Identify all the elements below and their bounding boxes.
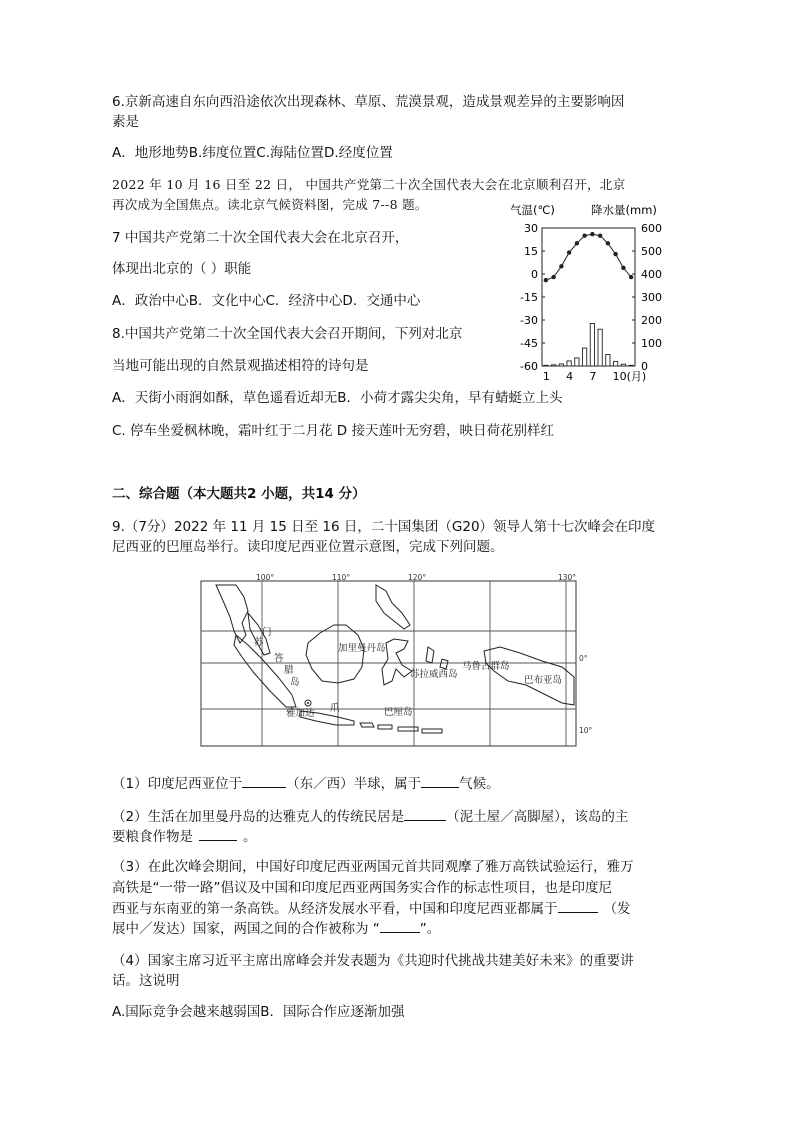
sumatra-label-2: 门 <box>262 627 272 638</box>
sulawesi-label: 苏拉威西岛 <box>410 669 458 680</box>
q9-sub2-text-d: 。 <box>243 829 257 845</box>
precip-bar-month-5 <box>575 358 579 366</box>
q9-sub3-text-6: ”。 <box>419 921 441 937</box>
temp-tick--15: -15 <box>520 291 538 304</box>
q8-stem-2: 当地可能出现的自然景观描述相符的诗句是 <box>112 358 369 374</box>
q9-sub3-blank-development[interactable] <box>558 898 598 913</box>
q9-sub3-line-2: 高铁是“一带一路”倡议及中国和印度尼西亚两国务实合作的标志性项目，也是印度尼 <box>112 880 612 896</box>
precip-axis-label: 降水量(mm) <box>591 203 657 217</box>
precip-tick-400: 400 <box>641 268 662 281</box>
q8-stem-1: 8.中国共产党第二十次全国代表大会召开期间，下列对北京 <box>112 326 463 342</box>
precip-tick-labels <box>632 222 662 373</box>
q9-sub1-text-a: （1）印度尼西亚位于 <box>112 776 243 792</box>
q9-sub1-text-c: 气候。 <box>459 776 500 792</box>
q9-sub2-line-1 <box>112 806 628 827</box>
temp-tick--30: -30 <box>520 314 538 327</box>
sumatra-label-3: 答 <box>274 653 284 664</box>
q9-sub3-line-3 <box>112 898 631 919</box>
temp-point-month-7 <box>590 232 594 236</box>
temp-tick-15: 15 <box>524 245 538 258</box>
q9-sub4-options: A.国际竞争会越来越弱国B．国际合作应逐渐加强 <box>112 1004 405 1020</box>
map-frame <box>201 581 576 746</box>
temp-point-month-12 <box>629 275 633 279</box>
temp-point-month-2 <box>551 275 555 279</box>
q7-options: A．政治中心B．文化中心C．经济中心D．交通中心 <box>112 293 421 309</box>
q6-options: A．地形地势B.纬度位置C.海陆位置D.经度位置 <box>112 145 393 161</box>
precip-bar-month-6 <box>582 348 586 366</box>
temp-tick-30: 30 <box>524 222 538 235</box>
q9-sub4-line-2: 话。这说明 <box>112 973 180 989</box>
q8-options-1: A．天街小雨润如酥，草色遥看近却无B．小荷才露尖尖角，早有蜻蜓立上头 <box>112 390 563 406</box>
precip-bar-month-8 <box>598 329 602 366</box>
temp-point-month-3 <box>559 264 563 268</box>
temp-tick-0: 0 <box>531 268 538 281</box>
sumatra-label-4: 腊 <box>284 665 294 676</box>
sumatra-label-5: 岛 <box>290 677 300 688</box>
q9-sub3-text-4: （发 <box>603 901 631 917</box>
q6-stem-2: 素是 <box>112 114 139 130</box>
jakarta-dot <box>307 702 309 704</box>
kalimantan-label: 加里曼丹岛 <box>338 643 386 654</box>
precip-tick-100: 100 <box>641 337 662 350</box>
temp-tick-labels <box>520 222 545 373</box>
q7-stem-1: 7 中国共产党第二十次全国代表大会在北京召开， <box>112 230 409 246</box>
q9-sub1 <box>112 773 500 794</box>
q9-sub3-text-3: 西亚与东南亚的第一条高铁。从经济发展水平看，中国和印度尼西亚都属于 <box>112 901 558 917</box>
q9-sub2-blank-dwelling[interactable] <box>404 806 446 821</box>
jakarta-label: 雅加达 <box>286 708 315 719</box>
q9-sub3-line-4 <box>112 918 440 939</box>
temp-axis-label: 气温(℃) <box>510 203 555 217</box>
precip-bar-month-4 <box>567 361 571 366</box>
precip-tick-0: 0 <box>641 360 648 373</box>
precip-bar-month-3 <box>559 364 563 366</box>
q9-sub2-text-b: （泥土屋／高脚屋），该岛的主 <box>446 809 629 825</box>
section2-heading: 二、综合题（本大题共2 小题，共14 分） <box>112 486 366 502</box>
java-label: 爪 <box>330 703 340 714</box>
precip-tick-600: 600 <box>641 222 662 235</box>
q9-sub2-text-a: （2）生活在加里曼丹岛的达雅克人的传统民居是 <box>112 809 405 825</box>
temp-point-month-9 <box>606 241 610 245</box>
month-tick-1: 1 <box>542 370 550 383</box>
temp-tick--60: -60 <box>520 360 538 373</box>
month-tick-labels <box>543 370 646 383</box>
q9-stem-2: 尼西亚的巴厘岛举行。读印度尼西亚位置示意图，完成下列问题。 <box>112 539 504 555</box>
papua-label: 巴布亚岛 <box>524 675 563 686</box>
q9-sub2-blank-crop[interactable] <box>199 826 237 841</box>
month-tick-7: 7 <box>589 370 597 383</box>
temp-point-month-6 <box>582 233 586 237</box>
plot-frame <box>542 228 635 366</box>
maluku-islands <box>426 647 448 669</box>
kalimantan-island <box>306 625 364 683</box>
precip-bar-month-9 <box>606 355 610 367</box>
precip-bar-month-1 <box>544 365 548 366</box>
philippines <box>376 585 410 629</box>
sulawesi-island <box>382 639 412 685</box>
temperature-curve <box>544 232 634 282</box>
precip-bar-month-11 <box>621 364 625 366</box>
temp-point-month-8 <box>598 233 602 237</box>
temp-point-month-11 <box>621 266 625 270</box>
precip-tick-500: 500 <box>641 245 662 258</box>
temp-point-month-1 <box>544 278 548 282</box>
month-tick-10: 10(月) <box>612 370 647 383</box>
precip-bar-month-2 <box>551 365 555 366</box>
precip-tick-200: 200 <box>641 314 662 327</box>
indonesia-location-map <box>196 573 593 753</box>
temp-tick--45: -45 <box>520 337 538 350</box>
q9-sub2-line-2 <box>112 826 257 847</box>
lon-label-110: 110° <box>332 573 351 582</box>
q6-stem-1: 6.京新高速自东向西沿途依次出现森林、草原、荒漠景观，造成景观差异的主要影响因 <box>112 94 625 110</box>
q9-sub3-blank-cooperation[interactable] <box>380 918 420 933</box>
q9-stem-1: 9.（7分）2022 年 11 月 15 日至 16 日，二十国集团（G20）领导人第十七次峰会在印度 <box>112 519 656 535</box>
lat-label-10: 10° <box>579 726 593 735</box>
sumatra-label-1: 苏 <box>254 637 264 648</box>
maluku-label: 马鲁古群岛 <box>462 661 510 672</box>
q9-sub1-blank-climate[interactable] <box>421 773 459 788</box>
lon-label-100: 100° <box>256 573 275 582</box>
temperature-line <box>546 234 631 280</box>
q9-sub2-text-c: 要粮食作物是 <box>112 829 193 845</box>
lon-label-130: 130° <box>558 573 577 582</box>
q9-sub3-text-5: 展中／发达）国家，两国之间的合作被称为 “ <box>112 921 380 937</box>
intro-line-1: 2022 年 10 月 16 日至 22 日， 中国共产党第二十次全国代表大会在北京顺利召开，北京 <box>112 177 626 192</box>
temp-point-month-4 <box>567 250 571 254</box>
temp-point-month-10 <box>613 252 617 256</box>
map-grid <box>201 581 576 746</box>
q8-options-2: C. 停车坐爱枫林晚，霜叶红于二月花 D 接天莲叶无穷碧，映日荷花别样红 <box>112 423 554 439</box>
precipitation-bars <box>544 323 634 366</box>
month-tick-4: 4 <box>566 370 574 383</box>
bali-label: 巴厘岛 <box>384 707 413 718</box>
precip-bar-month-7 <box>590 323 594 366</box>
lat-label-0: 0° <box>579 654 588 663</box>
precip-bar-month-12 <box>629 365 633 366</box>
q9-sub4-line-1: （4）国家主席习近平主席出席峰会并发表题为《共迎时代挑战共建美好未来》的重要讲 <box>112 953 634 969</box>
q9-sub3-line-1: （3）在此次峰会期间，中国好印度尼西亚两国元首共同观摩了雅万高铁试验运行，雅万 <box>112 859 634 875</box>
q7-stem-2: 体现出北京的（ ）职能 <box>112 261 252 277</box>
precip-tick-300: 300 <box>641 291 662 304</box>
intro-line-2: 再次成为全国焦点。读北京气候资料图，完成 7--8 题。 <box>112 197 428 212</box>
lesser-sunda-islands <box>360 723 442 733</box>
temp-point-month-5 <box>575 241 579 245</box>
precip-bar-month-10 <box>613 361 617 366</box>
mainland-southeast-asia <box>216 585 248 643</box>
lon-label-120: 120° <box>408 573 427 582</box>
q9-sub1-blank-hemisphere[interactable] <box>242 773 286 788</box>
beijing-climate-chart <box>505 200 675 390</box>
q9-sub1-text-b: （东／西）半球，属于 <box>286 776 422 792</box>
